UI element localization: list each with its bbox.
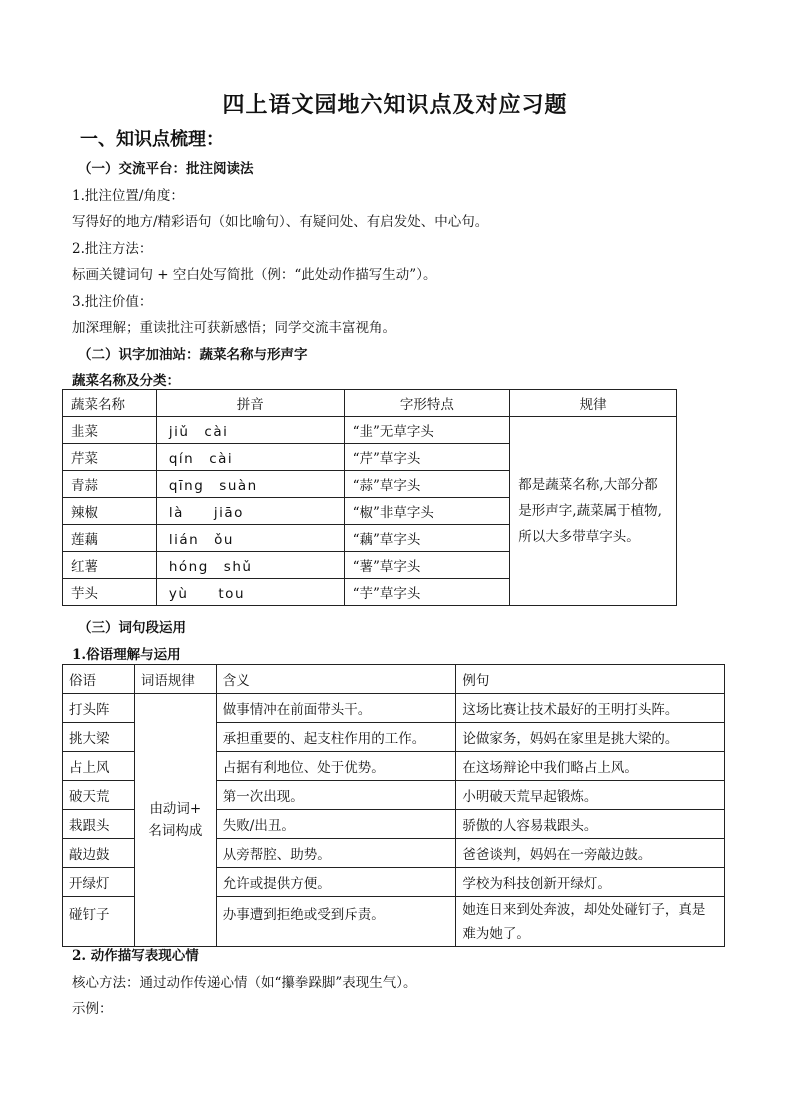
idiom-example: 学校为科技创新开绿灯。 <box>456 868 725 897</box>
vegetable-glyph-feature: “韭”无草字头 <box>344 417 510 444</box>
vegetable-glyph-feature: “藕”草字头 <box>344 525 510 552</box>
idiom-meaning: 第一次出现。 <box>216 781 456 810</box>
annotation-value-label: 3.批注价值： <box>72 294 153 310</box>
idiom-example: 在这场辩论中我们略占上风。 <box>456 752 725 781</box>
vegetable-pinyin: lián ǒu <box>156 525 344 552</box>
part3-heading: （三）词句段运用 <box>78 620 186 636</box>
section-heading-knowledge: 一、知识点梳理： <box>80 129 224 150</box>
action-description-subheading: 2. 动作描写表现心情 <box>72 948 199 964</box>
page-title: 四上语文园地六知识点及对应习题 <box>222 92 568 118</box>
annotation-value-text: 加深理解；重读批注可获新感悟；同学交流丰富视角。 <box>72 320 396 336</box>
idiom-word-rule-line: 名词构成 <box>148 823 203 839</box>
vegetable-glyph-feature: “芋”草字头 <box>344 579 510 606</box>
idiom-example: 小明破天荒早起锻炼。 <box>456 781 725 810</box>
vegetable-name: 红薯 <box>63 552 157 579</box>
column-header: 含义 <box>216 665 456 694</box>
table-header-row <box>63 390 677 417</box>
vegetable-glyph-feature: “椒”非草字头 <box>344 498 510 525</box>
idiom: 挑大梁 <box>63 723 135 752</box>
idiom: 碰钉子 <box>63 897 135 947</box>
core-method-text: 核心方法：通过动作传递心情（如“攥拳跺脚”表现生气）。 <box>72 975 417 991</box>
column-header: 拼音 <box>156 390 344 417</box>
idiom-example: 骄傲的人容易栽跟头。 <box>456 810 725 839</box>
vegetable-pinyin: yù tou <box>156 579 344 606</box>
vegetable-pinyin: jiǔ cài <box>156 417 344 444</box>
vegetable-pinyin: qín cài <box>156 444 344 471</box>
idiom-example: 爸爸谈判，妈妈在一旁敲边鼓。 <box>456 839 725 868</box>
part1-heading: （一）交流平台：批注阅读法 <box>78 161 254 177</box>
vegetable-table <box>62 389 677 606</box>
table-row <box>63 694 725 723</box>
idiom-meaning: 做事情冲在前面带头干。 <box>216 694 456 723</box>
vegetable-name: 莲藕 <box>63 525 157 552</box>
vegetable-pinyin: là jiāo <box>156 498 344 525</box>
vegetable-name: 辣椒 <box>63 498 157 525</box>
annotation-method-label: 2.批注方法： <box>72 241 153 257</box>
vegetable-name: 青蒜 <box>63 471 157 498</box>
idiom-meaning: 承担重要的、起支柱作用的工作。 <box>216 723 456 752</box>
idiom-subheading: 1.俗语理解与运用 <box>72 647 181 663</box>
idiom-meaning: 办事遭到拒绝或受到斥责。 <box>216 897 456 947</box>
vegetable-glyph-feature: “芹”草字头 <box>344 444 510 471</box>
annotation-position-label: 1.批注位置/角度： <box>72 188 184 204</box>
vegetable-name: 韭菜 <box>63 417 157 444</box>
idiom-meaning: 失败/出丑。 <box>216 810 456 839</box>
idiom: 破天荒 <box>63 781 135 810</box>
idiom-meaning: 占据有利地位、处于优势。 <box>216 752 456 781</box>
idiom: 开绿灯 <box>63 868 135 897</box>
column-header: 例句 <box>456 665 725 694</box>
column-header: 词语规律 <box>134 665 216 694</box>
vegetable-pinyin: qīng suàn <box>156 471 344 498</box>
vegetable-name: 芹菜 <box>63 444 157 471</box>
idiom-example: 论做家务，妈妈在家里是挑大梁的。 <box>456 723 725 752</box>
vegetable-glyph-feature: “蒜”草字头 <box>344 471 510 498</box>
idiom-example: 这场比赛让技术最好的王明打头阵。 <box>456 694 725 723</box>
table-header-row <box>63 665 725 694</box>
vegetable-pinyin: hóng shǔ <box>156 552 344 579</box>
example-label: 示例： <box>72 1001 113 1017</box>
annotation-position-text: 写得好的地方/精彩语句（如比喻句）、有疑问处、有启发处、中心句。 <box>72 214 489 230</box>
idiom-example: 她连日来到处奔波，却处处碰钉子，真是难为她了。 <box>456 897 725 947</box>
column-header: 俗语 <box>63 665 135 694</box>
vegetable-subheading: 蔬菜名称及分类： <box>72 373 180 389</box>
part2-heading: （二）识字加油站：蔬菜名称与形声字 <box>78 347 308 363</box>
column-header: 字形特点 <box>344 390 510 417</box>
idiom: 栽跟头 <box>63 810 135 839</box>
idiom-meaning: 从旁帮腔、助势。 <box>216 839 456 868</box>
idiom-word-rule-line: 由动词+ <box>149 801 202 817</box>
vegetable-glyph-feature: “薯”草字头 <box>344 552 510 579</box>
annotation-method-text: 标画关键词句 + 空白处写简批（例：“此处动作描写生动”）。 <box>72 267 437 283</box>
idiom-meaning: 允许或提供方便。 <box>216 868 456 897</box>
table-row <box>63 417 677 444</box>
idiom: 打头阵 <box>63 694 135 723</box>
idiom: 敲边鼓 <box>63 839 135 868</box>
vegetable-rule: 都是蔬菜名称,大部分都是形声字,蔬菜属于植物,所以大多带草字头。 <box>510 417 677 606</box>
vegetable-name: 芋头 <box>63 579 157 606</box>
column-header: 规律 <box>510 390 677 417</box>
idiom-table <box>62 664 725 947</box>
idiom-word-rule <box>134 694 216 947</box>
column-header: 蔬菜名称 <box>63 390 157 417</box>
idiom: 占上风 <box>63 752 135 781</box>
